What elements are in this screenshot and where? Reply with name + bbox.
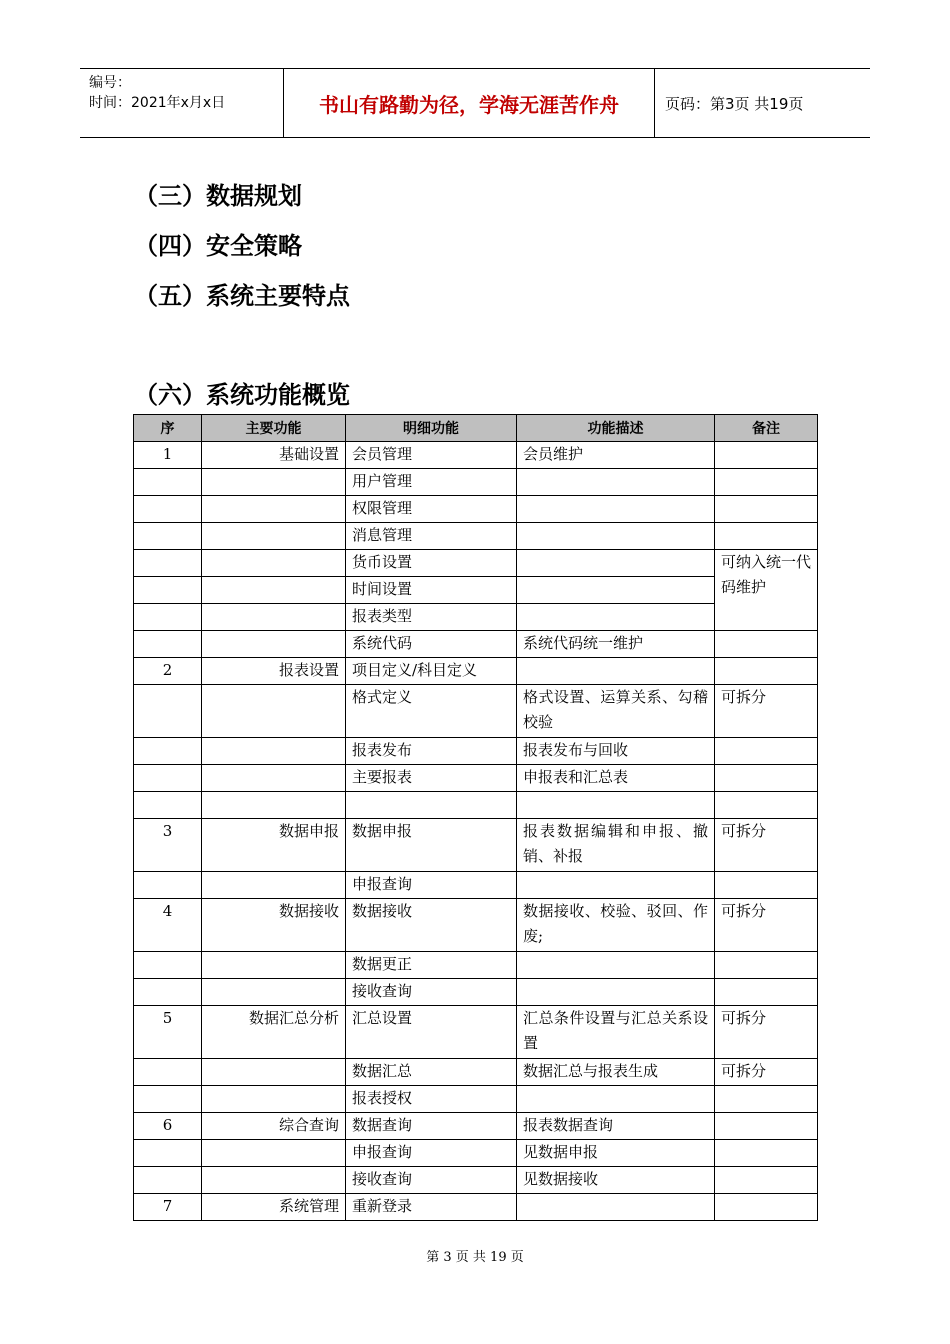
- cell-remark: [715, 1113, 818, 1140]
- col-header-main-function: 主要功能: [202, 415, 346, 442]
- table-row: [134, 631, 818, 658]
- cell-remark: [715, 952, 818, 979]
- table-row: [134, 469, 818, 496]
- cell-no: [134, 1140, 202, 1167]
- cell-description: 系统代码统一维护: [517, 631, 715, 658]
- cell-main-function: [202, 685, 346, 738]
- cell-detail-function: 数据汇总: [346, 1059, 517, 1086]
- cell-description: [517, 792, 715, 819]
- cell-no: [134, 469, 202, 496]
- cell-no: 7: [134, 1194, 202, 1221]
- cell-main-function: [202, 1086, 346, 1113]
- cell-remark: [715, 469, 818, 496]
- col-header-description: 功能描述: [517, 415, 715, 442]
- cell-no: [134, 1059, 202, 1086]
- cell-description: [517, 1194, 715, 1221]
- cell-description: [517, 658, 715, 685]
- header-meta: [80, 69, 283, 137]
- cell-remark: [715, 1167, 818, 1194]
- cell-description: 会员维护: [517, 442, 715, 469]
- table-row: [134, 1006, 818, 1059]
- cell-main-function: [202, 469, 346, 496]
- cell-main-function: 数据接收: [202, 899, 346, 952]
- cell-detail-function: 数据接收: [346, 899, 517, 952]
- cell-remark: 可拆分: [715, 685, 818, 738]
- cell-detail-function: 主要报表: [346, 765, 517, 792]
- cell-detail-function: 数据申报: [346, 819, 517, 872]
- table-row: [134, 765, 818, 792]
- cell-main-function: [202, 1140, 346, 1167]
- cell-no: 2: [134, 658, 202, 685]
- table-row: [134, 1113, 818, 1140]
- cell-main-function: [202, 738, 346, 765]
- table-row: [134, 442, 818, 469]
- cell-main-function: [202, 496, 346, 523]
- cell-main-function: 报表设置: [202, 658, 346, 685]
- cell-detail-function: 重新登录: [346, 1194, 517, 1221]
- cell-detail-function: 系统代码: [346, 631, 517, 658]
- cell-detail-function: 数据查询: [346, 1113, 517, 1140]
- section-heading-3: （三）数据规划: [134, 182, 302, 210]
- cell-remark: [715, 792, 818, 819]
- cell-description: [517, 604, 715, 631]
- cell-detail-function: [346, 792, 517, 819]
- cell-description: 报表数据编辑和申报、撤销、补报: [517, 819, 715, 872]
- cell-detail-function: 项目定义/科目定义: [346, 658, 517, 685]
- cell-no: [134, 872, 202, 899]
- table-row: [134, 792, 818, 819]
- cell-main-function: [202, 792, 346, 819]
- cell-no: [134, 685, 202, 738]
- cell-remark: [715, 1140, 818, 1167]
- cell-detail-function: 申报查询: [346, 872, 517, 899]
- cell-remark: 可拆分: [715, 899, 818, 952]
- col-header-remark: 备注: [715, 415, 818, 442]
- table-row: [134, 658, 818, 685]
- cell-main-function: [202, 631, 346, 658]
- cell-main-function: 数据汇总分析: [202, 1006, 346, 1059]
- cell-remark: 可纳入统一代码维护: [715, 550, 818, 631]
- cell-description: 申报表和汇总表: [517, 765, 715, 792]
- cell-description: 格式设置、运算关系、勾稽校验: [517, 685, 715, 738]
- cell-description: [517, 979, 715, 1006]
- cell-remark: 可拆分: [715, 1059, 818, 1086]
- cell-detail-function: 消息管理: [346, 523, 517, 550]
- cell-main-function: [202, 872, 346, 899]
- table-row: [134, 1167, 818, 1194]
- section-heading-5: （五）系统主要特点: [134, 282, 350, 310]
- cell-no: [134, 550, 202, 577]
- page-footer: 第 3 页 共 19 页: [426, 1250, 524, 1265]
- cell-description: 见数据申报: [517, 1140, 715, 1167]
- cell-no: [134, 979, 202, 1006]
- cell-remark: [715, 872, 818, 899]
- cell-main-function: [202, 523, 346, 550]
- table-row: [134, 1140, 818, 1167]
- cell-main-function: [202, 550, 346, 577]
- table-row: [134, 1194, 818, 1221]
- cell-remark: [715, 442, 818, 469]
- cell-main-function: [202, 765, 346, 792]
- cell-main-function: 基础设置: [202, 442, 346, 469]
- col-header-detail-function: 明细功能: [346, 415, 517, 442]
- cell-description: [517, 1086, 715, 1113]
- cell-description: [517, 496, 715, 523]
- cell-detail-function: 申报查询: [346, 1140, 517, 1167]
- cell-main-function: 数据申报: [202, 819, 346, 872]
- cell-no: [134, 1167, 202, 1194]
- time-label: 时间：2021年x月x日: [89, 95, 226, 111]
- cell-description: [517, 952, 715, 979]
- table-row: [134, 872, 818, 899]
- cell-description: 数据接收、校验、驳回、作废;: [517, 899, 715, 952]
- cell-no: 4: [134, 899, 202, 952]
- cell-detail-function: 接收查询: [346, 1167, 517, 1194]
- cell-description: [517, 872, 715, 899]
- section-heading-6: （六）系统功能概览: [134, 381, 350, 409]
- table-row: [134, 523, 818, 550]
- cell-main-function: 综合查询: [202, 1113, 346, 1140]
- cell-no: 5: [134, 1006, 202, 1059]
- cell-description: [517, 469, 715, 496]
- section-heading-4: （四）安全策略: [134, 232, 302, 260]
- table-row: [134, 819, 818, 872]
- table-row: [134, 496, 818, 523]
- number-label: 编号：: [89, 75, 131, 91]
- cell-remark: [715, 765, 818, 792]
- table-row: [134, 1059, 818, 1086]
- table-row: [134, 979, 818, 1006]
- cell-main-function: [202, 577, 346, 604]
- cell-main-function: 系统管理: [202, 1194, 346, 1221]
- cell-detail-function: 数据更正: [346, 952, 517, 979]
- cell-remark: [715, 496, 818, 523]
- cell-detail-function: 汇总设置: [346, 1006, 517, 1059]
- header-page-info: 页码：第3页 共19页: [665, 94, 804, 113]
- function-overview-table: [133, 414, 818, 1221]
- cell-detail-function: 接收查询: [346, 979, 517, 1006]
- cell-detail-function: 格式定义: [346, 685, 517, 738]
- cell-remark: [715, 523, 818, 550]
- table-row: [134, 738, 818, 765]
- cell-description: 报表数据查询: [517, 1113, 715, 1140]
- cell-detail-function: 报表授权: [346, 1086, 517, 1113]
- cell-description: 报表发布与回收: [517, 738, 715, 765]
- table-row: [134, 685, 818, 738]
- cell-detail-function: 报表类型: [346, 604, 517, 631]
- cell-detail-function: 用户管理: [346, 469, 517, 496]
- table-header-row: [134, 415, 818, 442]
- cell-no: [134, 631, 202, 658]
- cell-detail-function: 会员管理: [346, 442, 517, 469]
- cell-remark: [715, 1194, 818, 1221]
- cell-remark: [715, 631, 818, 658]
- cell-no: [134, 523, 202, 550]
- cell-description: [517, 523, 715, 550]
- cell-detail-function: 权限管理: [346, 496, 517, 523]
- cell-no: [134, 604, 202, 631]
- cell-no: 3: [134, 819, 202, 872]
- cell-no: [134, 738, 202, 765]
- cell-detail-function: 货币设置: [346, 550, 517, 577]
- cell-no: 1: [134, 442, 202, 469]
- cell-no: [134, 1086, 202, 1113]
- col-header-no: 序: [134, 415, 202, 442]
- table-row: [134, 899, 818, 952]
- header-motto: 书山有路勤为径，学海无涯苦作舟: [283, 69, 655, 137]
- cell-description: 汇总条件设置与汇总关系设置: [517, 1006, 715, 1059]
- cell-no: [134, 577, 202, 604]
- cell-no: [134, 792, 202, 819]
- cell-description: [517, 550, 715, 577]
- cell-remark: [715, 738, 818, 765]
- cell-remark: [715, 658, 818, 685]
- table-row: [134, 952, 818, 979]
- cell-main-function: [202, 1059, 346, 1086]
- cell-description: 数据汇总与报表生成: [517, 1059, 715, 1086]
- cell-no: [134, 952, 202, 979]
- cell-remark: [715, 979, 818, 1006]
- page-header: [80, 68, 870, 138]
- cell-remark: 可拆分: [715, 819, 818, 872]
- cell-detail-function: 时间设置: [346, 577, 517, 604]
- cell-no: 6: [134, 1113, 202, 1140]
- cell-main-function: [202, 604, 346, 631]
- cell-remark: 可拆分: [715, 1006, 818, 1059]
- cell-no: [134, 496, 202, 523]
- cell-main-function: [202, 952, 346, 979]
- cell-description: [517, 577, 715, 604]
- cell-detail-function: 报表发布: [346, 738, 517, 765]
- cell-remark: [715, 1086, 818, 1113]
- cell-description: 见数据接收: [517, 1167, 715, 1194]
- cell-main-function: [202, 979, 346, 1006]
- cell-no: [134, 765, 202, 792]
- cell-main-function: [202, 1167, 346, 1194]
- table-row: [134, 1086, 818, 1113]
- table-row: [134, 550, 818, 577]
